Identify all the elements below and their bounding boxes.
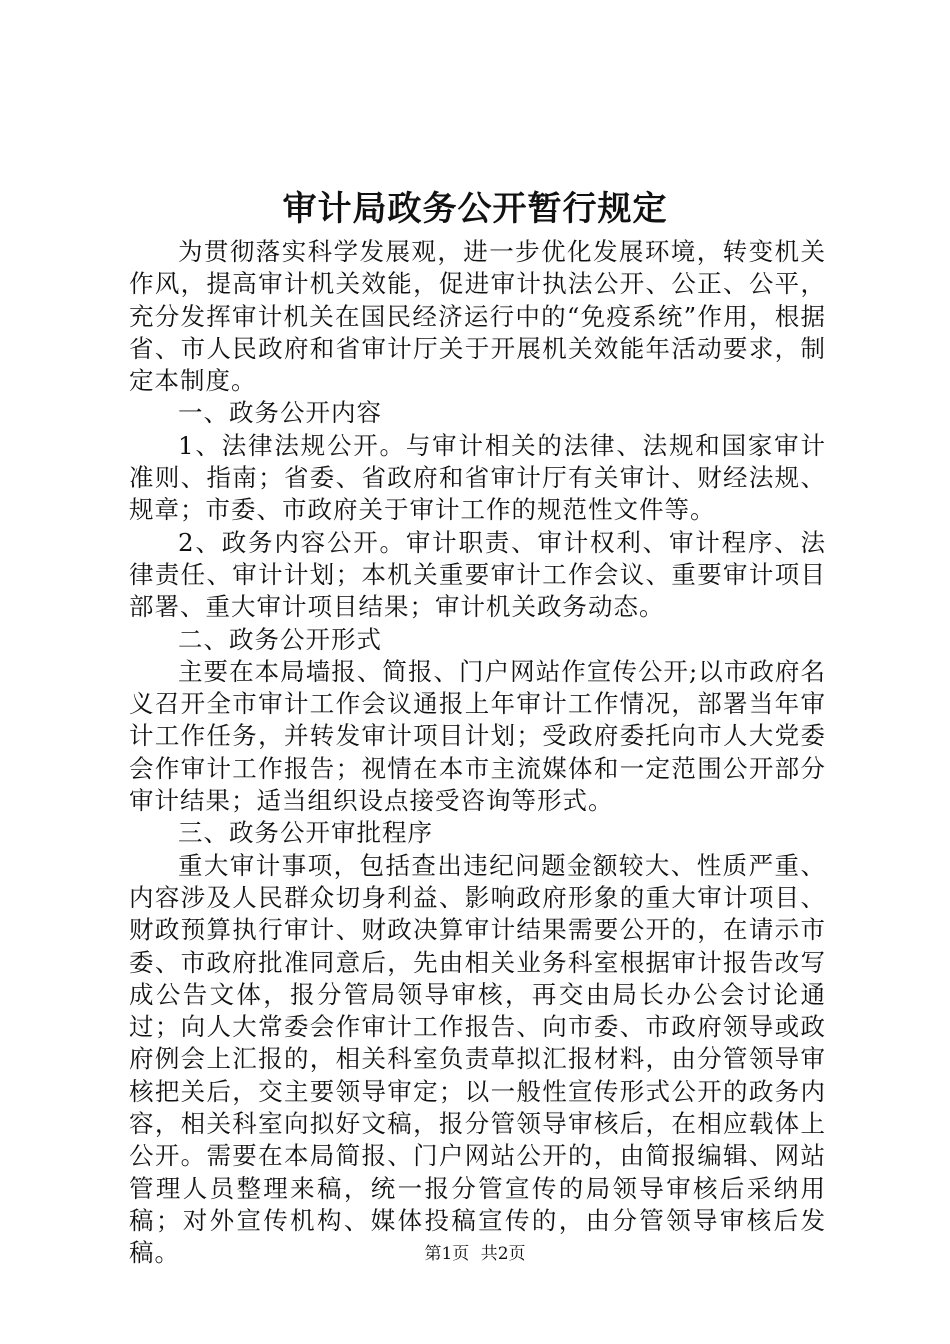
intro-paragraph: 为贯彻落实科学发展观，进一步优化发展环境，转变机关作风，提高审计机关效能，促进审计执法公开、公正、公平，充分发挥审计机关在国民经济运行中的“免疫系统”作用，根据省、市人民政府和省审计厅关于开展机关效能年活动要求，制定本制度。 <box>129 237 826 396</box>
section-heading-procedure: 三、政务公开审批程序 <box>178 818 433 848</box>
forms-paragraph: 主要在本局墙报、简报、门户网站作宣传公开;以市政府名义召开全市审计工作会议通报上年审计工作情况，部署当年审计工作任务，并转发审计项目计划；受政府委托向市人大党委会作审计工作报告；视情在本市主流媒体和一定范围公开部分审计结果；适当组织设点接受咨询等形式。 <box>129 656 826 816</box>
section-heading-content: 一、政务公开内容 <box>178 398 382 428</box>
document-body <box>129 236 826 1270</box>
item-affairs-disclosure: 2、政务内容公开。审计职责、审计权利、审计程序、法律责任、审计计划；本机关重要审计工作会议、重要审计项目部署、重大审计项目结果；审计机关政务动态。 <box>129 527 826 622</box>
page-total: 共2页 <box>480 1244 526 1264</box>
page-footer <box>0 1243 950 1265</box>
section-heading-forms: 二、政务公开形式 <box>178 624 382 654</box>
page-number: 第1页 <box>424 1244 470 1264</box>
item-laws-disclosure: 1、法律法规公开。与审计相关的法律、法规和国家审计准则、指南；省委、省政府和省审计厅有关审计、财经法规、规章；市委、市政府关于审计工作的规范性文件等。 <box>129 430 826 525</box>
procedure-paragraph: 重大审计事项，包括查出违纪问题金额较大、性质严重、内容涉及人民群众切身利益、影响政府形象的重大审计项目、财政预算执行审计、财政决算审计结果需要公开的，在请示市委、市政府批准同意后，先由相关业务科室根据审计报告改写成公告文体，报分管局领导审核，再交由局长办公会讨论通过；向人大常委会作审计工作报告、向市委、市政府领导或政府例会上汇报的，相关科室负责草拟汇报材料，由分管领导审核把关后，交主要领导审定；以一般性宣传形式公开的政务内容，相关科室向拟好文稿，报分管领导审核后，在相应载体上公开。需要在本局简报、门户网站公开的，由简报编辑、网站管理人员整理来稿，统一报分管宣传的局领导审核后采纳用稿；对外宣传机构、媒体投稿宣传的，由分管领导审核后发稿。 <box>129 850 826 1268</box>
document-title: 审计局政务公开暂行规定 <box>282 189 668 229</box>
